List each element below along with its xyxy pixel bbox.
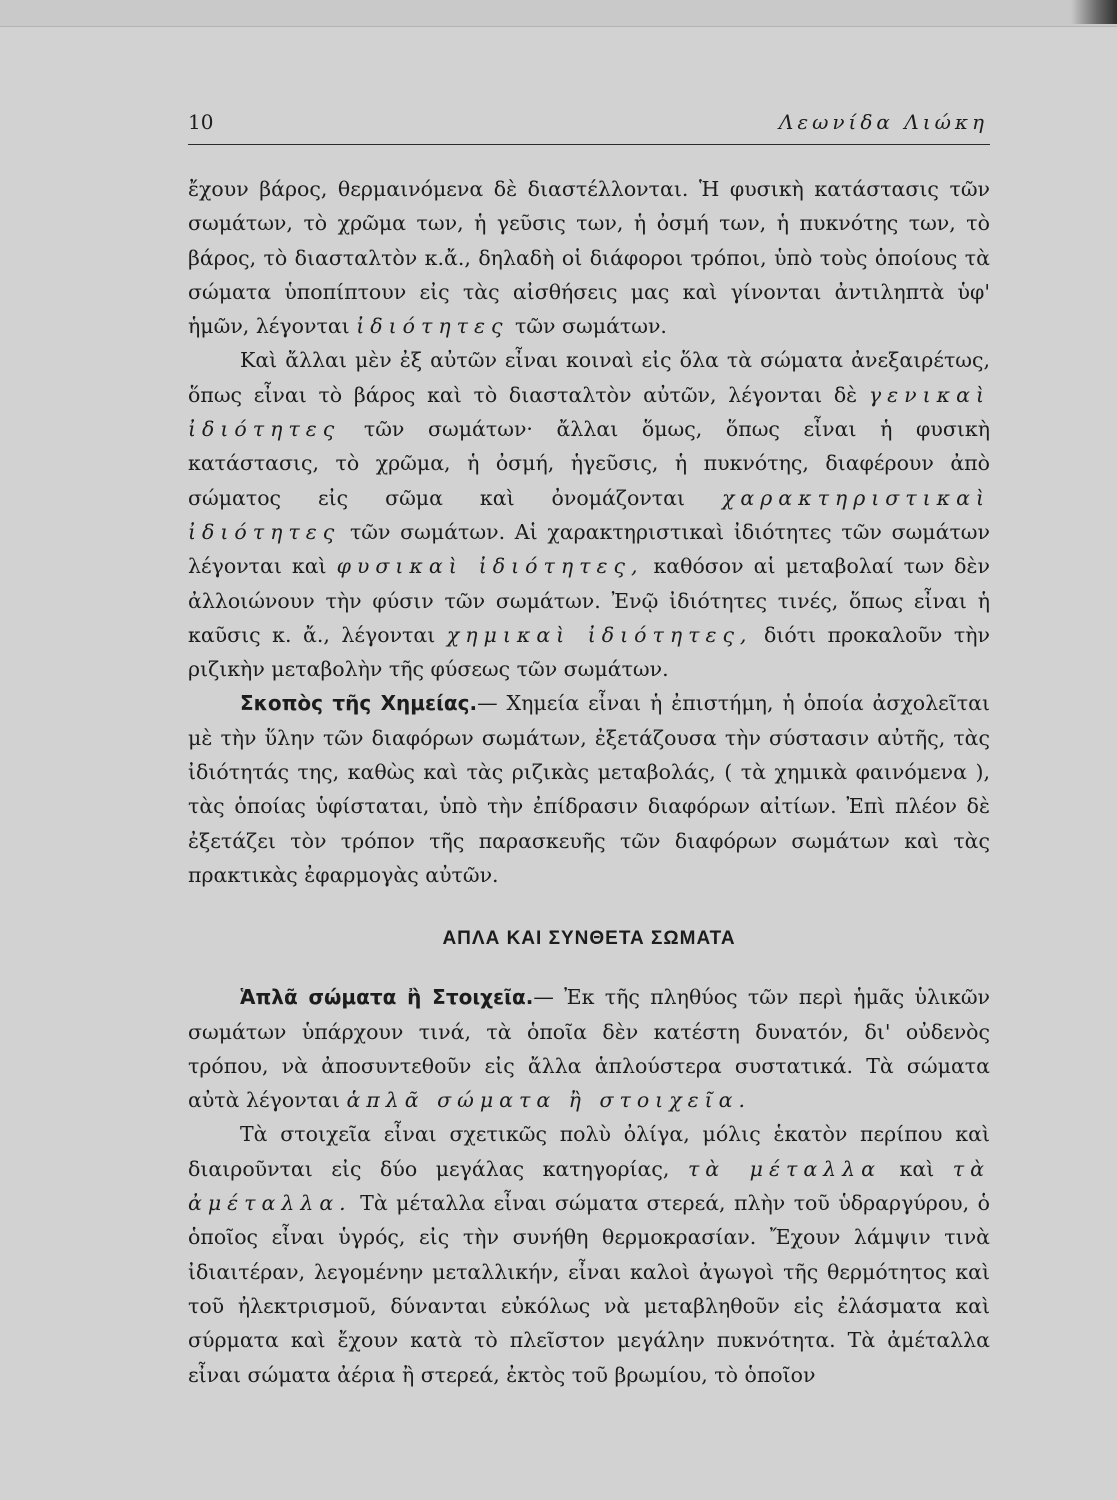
paragraph-text: Τὰ στοιχεῖα εἶναι σχετικῶς πολὺ ὀλίγα, μόλις ἑκατὸν περίπου καὶ διαιροῦνται εἰς δύο μεγάλας κατηγορίας,	[188, 1122, 990, 1181]
body-text	[188, 172, 990, 1392]
spaced-term: χημικαὶ ἰδιότητες,	[446, 622, 753, 647]
scan-corner-shadow	[1071, 0, 1117, 24]
paragraph-simple-bodies	[188, 980, 990, 1117]
paragraph-elements	[188, 1117, 990, 1391]
paragraph-text: ἔχουν βάρος, θερμαινόμενα δὲ διαστέλλονται. Ἡ φυσικὴ κατάστασις τῶν σωμάτων, τὸ χρῶμα των, ἡ γεῦσις των, ἡ ὀσμή των, ἡ πυκνότης των, τὸ βάρος, τὸ διασταλτὸν κ.ἄ., δηλαδὴ οἱ διάφοροι τρόποι, ὑπὸ τοὺς ὁποίους τὰ σώματα ὑποπίπτουν εἰς τὰς αἰσθήσεις μας καὶ γίνονται ἀντιληπτὰ ὑφ' ἡμῶν, λέγονται	[188, 177, 990, 339]
spaced-term: ἁπλᾶ σώματα ἢ στοιχεῖα.	[346, 1088, 752, 1113]
page-header	[188, 110, 990, 145]
paragraph-text: τῶν σωμάτων· ἄλλαι ὅμως, ὅπως εἶναι ἡ φυσικὴ κατάστασις, τὸ χρῶμα, ἡ ὀσμή, ἡγεῦσις, ἡ πυκνότης, διαφέρουν ἀπὸ σώματος εἰς σῶμα καὶ ὀνομάζονται	[188, 417, 990, 510]
spacer	[188, 892, 990, 896]
paragraph-text: Τὰ μέταλλα εἶναι σώματα στερεά, πλὴν τοῦ ὑδραργύρου, ὁ ὁποῖος εἶναι ὑγρός, εἰς τὴν συνήθη θερμοκρασίαν. Ἔχουν λάμψιν τινὰ ἰδιαιτέραν, λεγομένην μεταλλικήν, εἶναι καλοὶ ἀγωγοὶ τῆς θερμότητος καὶ τοῦ ἠλεκτρισμοῦ, δύνανται εὐκόλως νὰ μεταβληθοῦν εἰς ἐλάσματα καὶ σύρματα καὶ ἔχουν κατὰ τὸ πλεῖστον μεγάλην πυκνότητα. Τὰ ἀμέταλλα εἶναι σώματα ἀέρια ἢ στερεά, ἐκτὸς τοῦ βρωμίου, τὸ ὁποῖον	[188, 1191, 990, 1387]
spaced-term: χαρακτηριστικαὶ ἰδιότητες	[188, 485, 990, 544]
paragraph-property-types	[188, 343, 990, 686]
paragraph-text: διότι προκαλοῦν τὴν ριζικὴν μεταβολὴν τῆς φύσεως τῶν σωμάτων.	[188, 622, 990, 682]
paragraph-purpose-of-chemistry	[188, 686, 990, 892]
page-number: 10	[188, 110, 214, 134]
paragraph-properties	[188, 172, 990, 343]
spaced-term: ἰδιότητες	[356, 314, 509, 339]
spaced-term: γενικαὶ ἰδιότητες	[188, 382, 990, 442]
paragraph-text: τῶν σωμάτων. Αἱ χαρακτηριστικαὶ ἰδιότητες τῶν σωμάτων λέγονται καὶ	[188, 519, 990, 579]
paragraph-text: καθόσον αἱ μεταβολαί των δὲν ἀλλοιώνουν τὴν φύσιν τῶν σωμάτων. Ἐνῷ ἰδιότητες τινές, ὅπως εἶναι ἡ καῦσις κ. ἄ., λέγονται	[188, 554, 990, 647]
run-in-heading: Ἁπλᾶ σώματα ἢ Στοιχεῖα.	[240, 985, 534, 1010]
spaced-term: φυσικαὶ ἰδιότητες,	[336, 554, 644, 579]
spaced-term: τὰ ἀμέταλλα.	[188, 1156, 990, 1216]
run-in-heading: Σκοπὸς τῆς Χημείας.	[240, 691, 478, 716]
paragraph-text: Καὶ ἄλλαι μὲν ἐξ αὐτῶν εἶναι κοιναὶ εἰς ὅλα τὰ σώματα ἀνεξαιρέτως, ὅπως εἶναι τὸ βάρος καὶ τὸ διασταλτὸν αὐτῶν, λέγονται δὲ	[188, 348, 990, 407]
scan-top-margin	[0, 0, 1117, 27]
spaced-term: τὰ μέταλλα	[687, 1156, 881, 1181]
paragraph-text: καὶ	[899, 1156, 935, 1181]
running-head: Λεωνίδα Λιώκη	[778, 110, 988, 134]
section-heading: ΑΠΛΑ ΚΑΙ ΣΥΝΘΕΤΑ ΣΩΜΑΤΑ	[442, 928, 736, 950]
paragraph-text: τῶν σωμάτων.	[515, 314, 667, 339]
paragraph-text: — Ἐκ τῆς πληθύος τῶν περὶ ἡμᾶς ὑλικῶν σωμάτων ὑπάρχουν τινά, τὰ ὁποῖα δὲν κατέστη δυνατόν, δι' οὐδενὸς τρόπου, νὰ ἀποσυντεθοῦν εἰς ἄλλα ἁπλούστερα συστατικά. Τὰ σώματα αὐτὰ λέγονται	[188, 985, 990, 1113]
paragraph-text: — Χημεία εἶναι ἡ ἐπιστήμη, ἡ ὁποία ἀσχολεῖται μὲ τὴν ὕλην τῶν διαφόρων σωμάτων, ἐξετάζουσα τὴν σύστασιν αὐτῆς, τὰς ἰδιότητάς της, καθὼς καὶ τὰς ριζικὰς μεταβολάς, ( τὰ χημικὰ φαινόμενα ), τὰς ὁποίας ὑφίσταται, ὑπὸ τὴν ἐπίδρασιν διαφόρων αἰτίων. Ἐπὶ πλέον δὲ ἐξετάζει τὸν τρόπον τῆς παρασκευῆς τῶν διαφόρων σωμάτων καὶ τὰς πρακτικὰς ἐφαρμογὰς αὐτῶν.	[188, 691, 990, 887]
